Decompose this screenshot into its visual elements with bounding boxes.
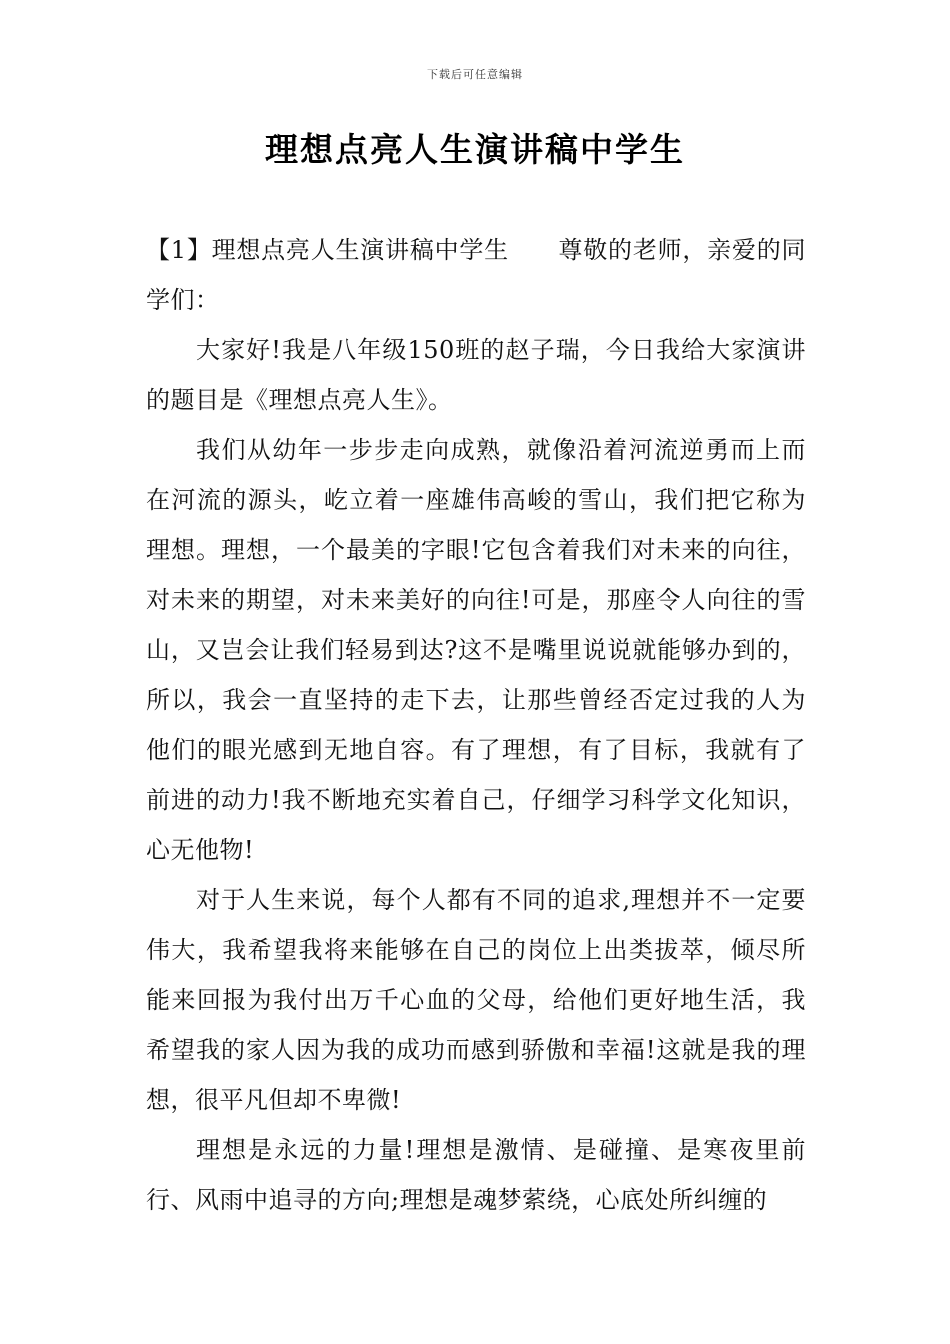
paragraph-body: 理想是永远的力量!理想是激情、是碰撞、是寒夜里前行、风雨中追寻的方向;理想是魂梦萦绕，心底处所纠缠的: [146, 1136, 806, 1214]
paragraph-greeting: 大家好!我是八年级150班的赵子瑞，今日我给大家演讲的题目是《理想点亮人生》。: [146, 336, 806, 414]
paragraph-body: 对于人生来说，每个人都有不同的追求,理想并不一定要伟大，我希望我将来能够在自己的岗位上出类拔萃，倾尽所能来回报为我付出万千心血的父母，给他们更好地生活，我希望我的家人因为我的成功而感到骄傲和幸福!这就是我的理想，很平凡但却不卑微!: [146, 886, 806, 1114]
document-title: 理想点亮人生演讲稿中学生: [265, 130, 685, 169]
header-note: 下载后可任意编辑: [427, 68, 523, 81]
paragraph-body: 我们从幼年一步步走向成熟，就像沿着河流逆勇而上而在河流的源头，屹立着一座雄伟高峻的雪山，我们把它称为理想。理想，一个最美的字眼!它包含着我们对未来的向往，对未来的期望，对未来美好的向往!可是，那座令人向往的雪山，又岂会让我们轻易到达?这不是嘴里说说就能够办到的，所以，我会一直坚持的走下去，让那些曾经否定过我的人为他们的眼光感到无地自容。有了理想，有了目标，我就有了前进的动力!我不断地充实着自己，仔细学习科学文化知识，心无他物!: [146, 436, 806, 864]
document-body: [146, 225, 806, 1225]
paragraph-intro: 【1】理想点亮人生演讲稿中学生 尊敬的老师，亲爱的同学们：: [146, 236, 806, 314]
